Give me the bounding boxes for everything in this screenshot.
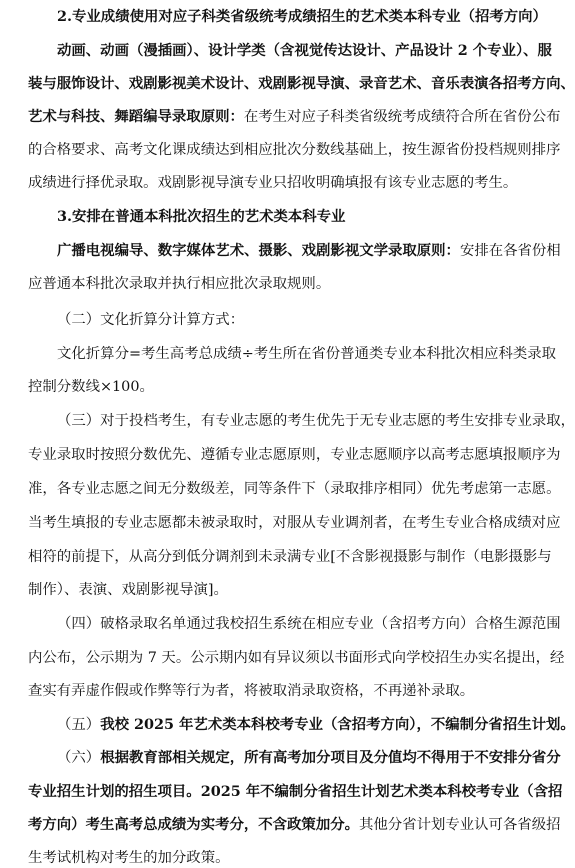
part-4-line-3: 查实有弄虚作假或作弊等行为者，将被取消录取资格，不再递补录取。 bbox=[28, 683, 475, 699]
part-3-line-6: 制作）、表演、戏剧影视导演]。 bbox=[28, 582, 228, 598]
part-3-line-3: 准，各专业志愿之间无分数级差，同等条件下（录取排序相同）优先考虑第一志愿。 bbox=[28, 481, 561, 497]
part-6-line-2: 专业招生计划的招生项目。2025 年不编制分省招生计划艺术类本科校考专业（含招 bbox=[28, 783, 563, 800]
section-2-heading: 2.专业成绩使用对应子科类省级统考成绩招生的艺术类本科专业（招考方向） bbox=[57, 8, 547, 25]
section-3-principle-line bbox=[0, 241, 575, 261]
section-2-majors-line-1: 动画、动画（漫插画）、设计学类（含视觉传达设计、产品设计 2 个专业）、服 bbox=[57, 42, 552, 59]
part-3-line-2: 专业录取时按照分数优先、遵循专业志愿原则，专业志愿顺序以高考志愿填报顺序为 bbox=[28, 447, 561, 463]
part-2-heading: （二）文化折算分计算方式： bbox=[57, 312, 245, 328]
section-2-principle-line bbox=[0, 107, 575, 127]
part-5-line bbox=[0, 715, 575, 735]
part-3-line-4: 当考生填报的专业志愿都未被录取时，对服从专业调剂者，在考生专业合格成绩对应 bbox=[28, 515, 561, 531]
part-2-line-1: 文化折算分=考生高考总成绩÷考生所在省份普通类专业本科批次相应科类录取 bbox=[57, 346, 557, 362]
part-6-bold-text-3: 考方向）考生高考总成绩为实考分，不含政策加分。 bbox=[28, 816, 359, 833]
part-4-line-2: 内公布，公示期为 7 天。公示期内如有异议须以书面形式向学校招生办实名提出，经 bbox=[28, 650, 565, 666]
part-6-bold-text-1: 根据教育部相关规定，所有高考加分项目及分值均不得用于不安排分省分 bbox=[100, 749, 561, 766]
section-3-heading: 3.安排在普通本科批次招生的艺术类本科专业 bbox=[57, 208, 346, 225]
part-5-bold-text: 我校 2025 年艺术类本科校考专业（含招考方向），不编制分省招生计划。 bbox=[100, 716, 575, 733]
part-6-line-1 bbox=[0, 748, 575, 768]
part-3-line-5: 相符的前提下，从高分到低分调剂到未录满专业[不含影视摄影与制作（电影摄影与 bbox=[28, 549, 552, 565]
section-2-principle-label: 艺术与科技、舞蹈编导录取原则： bbox=[28, 108, 244, 125]
part-6-prefix: （六） bbox=[57, 750, 101, 766]
section-2-majors-line-2: 装与服饰设计、戏剧影视美术设计、戏剧影视导演、录音艺术、音乐表演各招考方向、 bbox=[28, 75, 575, 92]
part-3-line-1: （三）对于投档考生，有专业志愿的考生优先于无专业志愿的考生安排专业录取， bbox=[57, 413, 575, 429]
section-2-text-line-4: 的合格要求、高考文化课成绩达到相应批次分数线基础上，按生源省份投档规则排序 bbox=[28, 142, 561, 158]
section-2-principle-text: 在考生对应子科类省级统考成绩符合所在省份公布 bbox=[243, 109, 561, 125]
section-3-principle-text: 安排在各省份相 bbox=[459, 243, 561, 259]
part-6-text-3: 其他分省计划专业认可各省级招 bbox=[359, 817, 561, 833]
part-5-prefix: （五） bbox=[57, 717, 101, 733]
part-2-line-2: 控制分数线×100。 bbox=[28, 379, 154, 395]
section-3-principle-label: 广播电视编导、数字媒体艺术、摄影、戏剧影视文学录取原则： bbox=[57, 242, 460, 259]
section-3-text-line-2: 应普通本科批次录取并执行相应批次录取规则。 bbox=[28, 276, 331, 292]
section-2-text-line-5: 成绩进行择优录取。戏剧影视导演专业只招收明确填报有该专业志愿的考生。 bbox=[28, 175, 518, 191]
part-6-line-3 bbox=[0, 815, 575, 835]
part-6-line-4: 生考试机构对考生的加分政策。 bbox=[28, 850, 230, 866]
part-4-line-1: （四）破格录取名单通过我校招生系统在相应专业（含招考方向）合格生源范围 bbox=[57, 616, 561, 632]
